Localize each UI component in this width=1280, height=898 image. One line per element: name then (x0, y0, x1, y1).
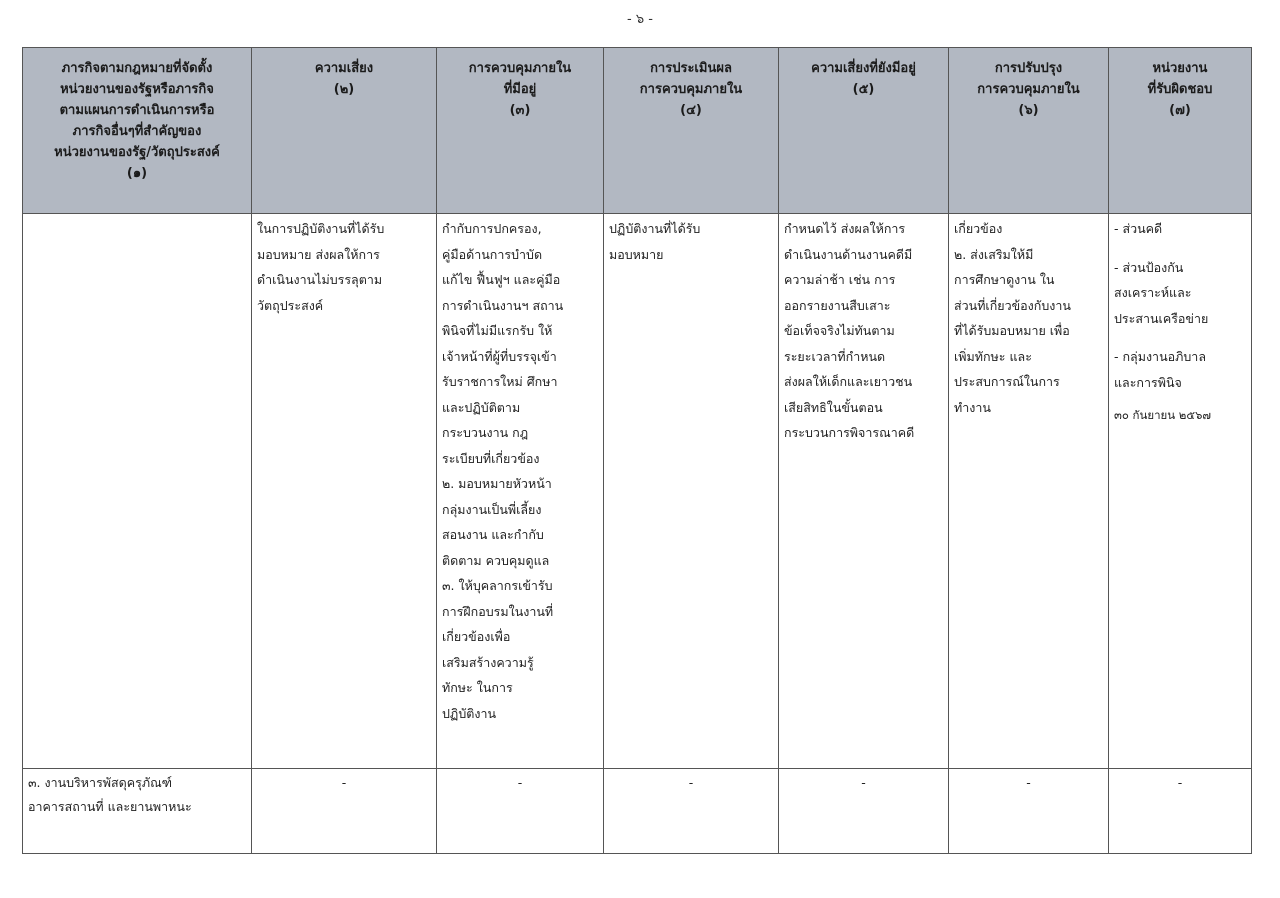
header-row (23, 48, 1252, 214)
cell-remaining-risk: - (779, 769, 949, 854)
cell-responsible-unit: - ส่วนคดี - ส่วนป้องกัน สงเคราะห์และ ประสานเครือข่าย - กลุ่มงานอภิบาล และการพินิจ ๓๐ กันยายน ๒๕๖๗ (1109, 214, 1252, 769)
cell-control-improvement: เกี่ยวข้อง ๒. ส่งเสริมให้มี การศึกษาดูงาน ใน ส่วนที่เกี่ยวข้องกับงาน ที่ได้รับมอบหมาย เพื่อ เพิ่มทักษะ และ ประสบการณ์ในการ ทำงาน (949, 214, 1109, 769)
responsible-date: ๓๐ กันยายน ๒๕๖๗ (1114, 408, 1212, 422)
cell-existing-control: - (437, 769, 604, 854)
header-risk: ความเสี่ยง (๒) (252, 48, 437, 214)
header-remaining-risk: ความเสี่ยงที่ยังมีอยู่ (๕) (779, 48, 949, 214)
header-responsible-unit: หน่วยงาน ที่รับผิดชอบ (๗) (1109, 48, 1252, 214)
cell-control-evaluation: ปฏิบัติงานที่ได้รับ มอบหมาย (604, 214, 779, 769)
cell-mission (23, 214, 252, 769)
header-control-evaluation: การประเมินผล การควบคุมภายใน (๔) (604, 48, 779, 214)
table-row (23, 214, 1252, 769)
cell-risk: - (252, 769, 437, 854)
responsible-unit-3: - กลุ่มงานอภิบาล (1114, 349, 1206, 364)
header-control-improvement: การปรับปรุง การควบคุมภายใน (๖) (949, 48, 1109, 214)
table-row (23, 769, 1252, 854)
cell-existing-control: กำกับการปกครอง, คู่มือด้านการบำบัด แก้ไข ฟื้นฟูฯ และคู่มือ การดำเนินงานฯ สถาน พินิจที่ไม่มีแรกรับ ให้ เจ้าหน้าที่ผู้ที่บรรจุเข้า รับราชการใหม่ ศึกษา และปฏิบัติตาม กระบวนงาน กฎ ระเบียบที่เกี่ยวข้อง ๒. มอบหมายหัวหน้า กลุ่มงานเป็นพี่เลี้ยง สอนงาน และกำกับ ติดตาม ควบคุมดูแล ๓. ให้บุคลากรเข้ารับ การฝึกอบรมในงานที่ เกี่ยวข้องเพื่อ เสริมสร้างความรู้ ทักษะ ในการ ปฏิบัติงาน (437, 214, 604, 769)
responsible-unit-1: - ส่วนคดี (1114, 221, 1163, 236)
header-existing-control: การควบคุมภายใน ที่มีอยู่ (๓) (437, 48, 604, 214)
responsible-unit-2: - ส่วนป้องกัน (1114, 259, 1184, 275)
cell-remaining-risk: กำหนดไว้ ส่งผลให้การ ดำเนินงานด้านงานคดีมี ความล่าช้า เช่น การ ออกรายงานสืบเสาะ ข้อเท็จจริงไม่ทันตาม ระยะเวลาที่กำหนด ส่งผลให้เด็กและเยาวชน เสียสิทธิในขั้นตอน กระบวนการพิจารณาคดี (779, 214, 949, 769)
cell-control-evaluation: - (604, 769, 779, 854)
cell-risk: ในการปฏิบัติงานที่ได้รับ มอบหมาย ส่งผลให้การ ดำเนินงานไม่บรรลุตาม วัตถุประสงค์ (252, 214, 437, 769)
cell-mission: ๓. งานบริหารพัสดุครุภัณฑ์ อาคารสถานที่ และยานพาหนะ (23, 769, 252, 854)
header-mission: ภารกิจตามกฎหมายที่จัดตั้ง หน่วยงานของรัฐหรือภารกิจ ตามแผนการดำเนินการหรือ ภารกิจอื่นๆที่สำคัญของ หน่วยงานของรัฐ/วัตถุประสงค์ (๑) (23, 48, 252, 214)
cell-control-improvement: - (949, 769, 1109, 854)
risk-assessment-table (22, 47, 1252, 854)
cell-responsible-unit: - (1109, 769, 1252, 854)
page-number: - ๖ - (627, 12, 653, 27)
